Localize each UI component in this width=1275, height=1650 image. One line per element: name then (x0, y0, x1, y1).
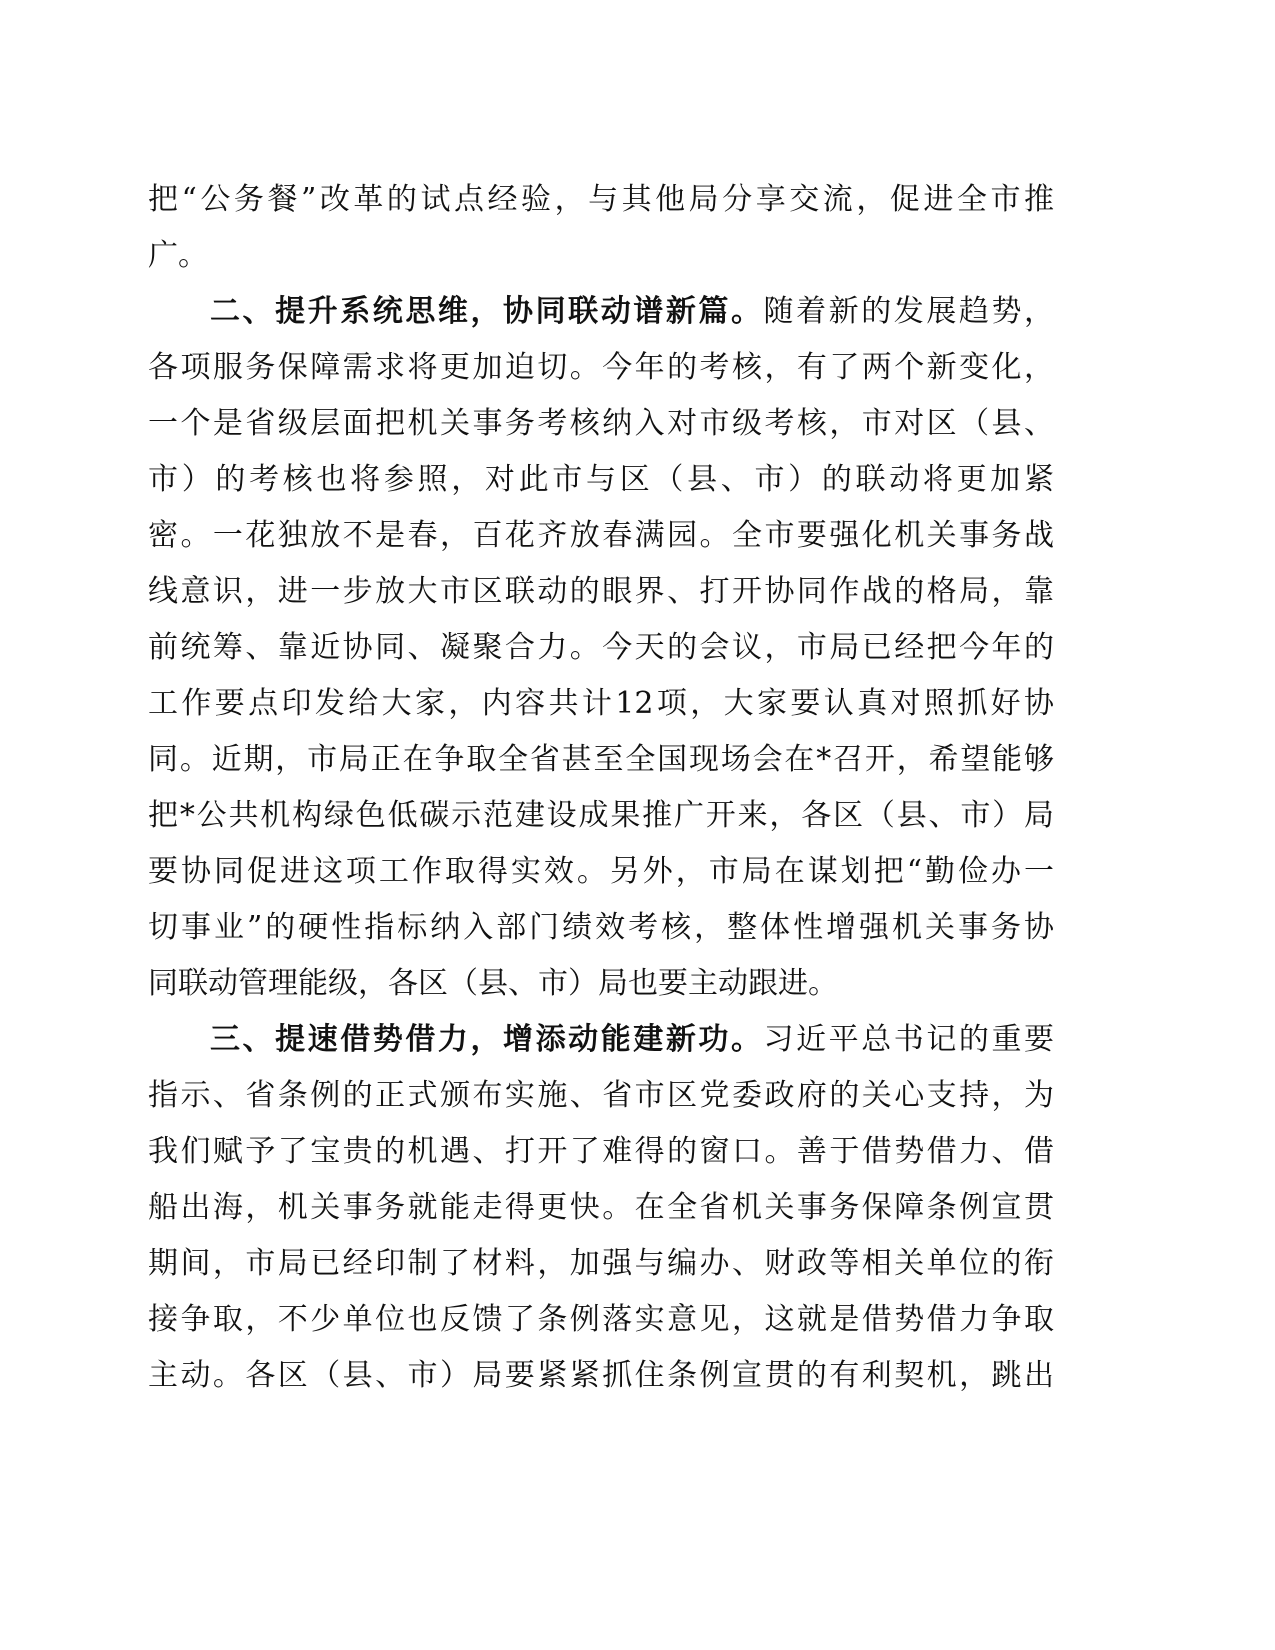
body-line: 工作要点印发给大家，内容共计12项，大家要认真对照抓好协 (148, 686, 1054, 721)
body-line: 市）的考核也将参照，对此市与区（县、市）的联动将更加紧 (148, 462, 1054, 497)
section-heading: 三、提速借势借力，增添动能建新功。 (210, 1022, 764, 1057)
section-heading-line (148, 284, 1054, 340)
section-heading-continuation: 随着新的发展趋势， (763, 294, 1055, 329)
body-line: 各项服务保障需求将更加迫切。今年的考核，有了两个新变化， (148, 350, 1054, 385)
body-line: 同。近期，市局正在争取全省甚至全国现场会在*召开，希望能够 (148, 742, 1054, 777)
body-line: 一个是省级层面把机关事务考核纳入对市级考核，市对区（县、 (148, 406, 1054, 441)
body-line: 前统筹、靠近协同、凝聚合力。今天的会议，市局已经把今年的 (148, 630, 1054, 665)
body-line: 把*公共机构绿色低碳示范建设成果推广开来，各区（县、市）局 (148, 798, 1054, 833)
body-line: 切事业”的硬性指标纳入部门绩效考核，整体性增强机关事务协 (148, 910, 1054, 945)
section-heading-continuation: 习近平总书记的重要 (763, 1022, 1055, 1057)
body-line: 要协同促进这项工作取得实效。另外，市局在谋划把“勤俭办一 (148, 854, 1054, 889)
body-line: 广。 (148, 238, 208, 273)
section-heading-line (148, 1012, 1054, 1068)
body-line: 船出海，机关事务就能走得更快。在全省机关事务保障条例宣贯 (148, 1190, 1054, 1225)
body-line: 期间，市局已经印制了材料，加强与编办、财政等相关单位的衔 (148, 1246, 1054, 1281)
body-line: 我们赋予了宝贵的机遇、打开了难得的窗口。善于借势借力、借 (148, 1134, 1054, 1169)
body-line: 接争取，不少单位也反馈了条例落实意见，这就是借势借力争取 (148, 1302, 1054, 1337)
body-line: 同联动管理能级，各区（县、市）局也要主动跟进。 (148, 966, 838, 1001)
section-heading: 二、提升系统思维，协同联动谱新篇。 (210, 294, 764, 329)
body-line: 密。一花独放不是春，百花齐放春满园。全市要强化机关事务战 (148, 518, 1054, 553)
document-body (148, 172, 1054, 1404)
body-line: 指示、省条例的正式颁布实施、省市区党委政府的关心支持，为 (148, 1078, 1054, 1113)
body-line: 把“公务餐”改革的试点经验，与其他局分享交流，促进全市推 (148, 182, 1054, 217)
body-line: 线意识，进一步放大市区联动的眼界、打开协同作战的格局，靠 (148, 574, 1054, 609)
body-line: 主动。各区（县、市）局要紧紧抓住条例宣贯的有利契机，跳出 (148, 1358, 1054, 1393)
